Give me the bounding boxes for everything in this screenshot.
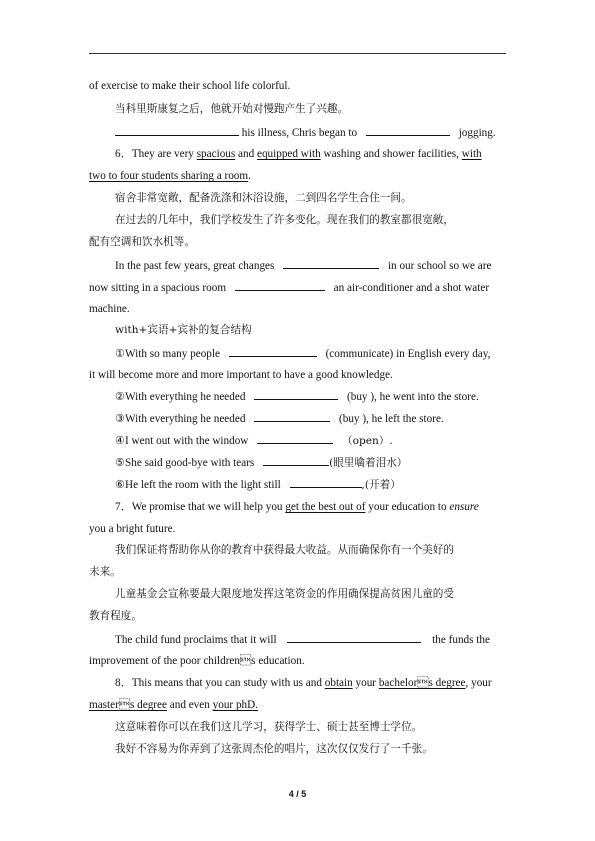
- item-7-line: [115, 500, 479, 514]
- text: ②With everything he needed: [115, 391, 246, 403]
- section-heading: with+宾语+宾补的复合结构: [115, 324, 252, 336]
- page-number: 4 / 5: [288, 789, 307, 799]
- exercise-line: [115, 258, 491, 273]
- text: your: [352, 677, 379, 689]
- exercise-line: [115, 632, 490, 647]
- header-rule: [89, 53, 506, 54]
- text: .: [248, 170, 251, 182]
- text: (buy ), he left the store.: [339, 413, 444, 425]
- text: 8．This means that you can study with us and: [115, 677, 325, 689]
- underlined-phrase: your phD.: [212, 699, 259, 711]
- exercise-line: [115, 411, 444, 426]
- chinese-line: 我们保证将帮助你从你的教育中获得最大收益。从而确保你有一个美好的: [115, 544, 454, 556]
- text: , your: [465, 677, 492, 689]
- text: In the past few years, great changes: [115, 260, 275, 272]
- text-line: improvement of the poor childrens education.: [89, 655, 305, 667]
- underlined-phrase: bachelors degree: [378, 677, 466, 689]
- text: The child fund proclaims that it will: [115, 634, 277, 646]
- text: ⑥He left the room with the light still: [115, 479, 281, 491]
- exercise-line: [115, 125, 496, 140]
- text: his illness, Chris began to: [241, 127, 358, 139]
- exercise-line: [115, 433, 393, 448]
- answer-blank[interactable]: [254, 389, 338, 400]
- item-8-line: [115, 676, 492, 690]
- text-line: you a bright future.: [89, 523, 176, 535]
- italic-word: ensure: [449, 501, 479, 513]
- underlined-phrase: two to four students sharing a room: [89, 170, 249, 182]
- text: now sitting in a spacious room: [89, 282, 227, 294]
- text: ⑤She said good-bye with tears: [115, 457, 255, 469]
- text: and: [235, 148, 257, 160]
- chinese-line: 我好不容易为你弄到了这张周杰伦的唱片，这次仅仅发行了一千张。: [115, 743, 433, 755]
- text-line: [89, 169, 251, 183]
- answer-blank[interactable]: [254, 411, 330, 422]
- chinese-line: 儿童基金会宣称要最大限度地发挥这笔资金的作用确保提高贫困儿童的受: [115, 588, 454, 600]
- answer-blank[interactable]: [283, 258, 379, 269]
- text: 6．They are very: [115, 148, 197, 160]
- text: ③With everything he needed: [115, 413, 246, 425]
- text: ④I went out with the window: [115, 435, 249, 447]
- text: (communicate) in English every day,: [325, 348, 491, 360]
- exercise-line: [89, 280, 489, 295]
- underlined-phrase: obtain: [324, 677, 353, 689]
- text: jogging.: [458, 127, 496, 139]
- chinese-line: 教育程度。: [89, 610, 142, 622]
- item-6-line: [115, 147, 482, 161]
- underlined-phrase: equipped with: [256, 148, 321, 160]
- text: (buy ), he went into the store.: [347, 391, 479, 403]
- chinese-line: 这意味着你可以在我们这儿学习，获得学士、硕士甚至博士学位。: [115, 721, 423, 733]
- text: ,(开着）: [361, 479, 401, 491]
- exercise-line: [115, 477, 401, 492]
- answer-blank[interactable]: [263, 455, 329, 466]
- text: ①With so many people: [115, 348, 220, 360]
- exercise-line: [115, 389, 479, 404]
- text: your education to: [365, 501, 450, 513]
- text: washing and shower facilities,: [320, 148, 462, 160]
- text-line: of exercise to make their school life colorful.: [89, 80, 291, 92]
- text: in our school so we are: [387, 260, 492, 272]
- text-line: it will become more and more important to have a good knowledge.: [89, 369, 393, 381]
- text: 7．We promise that we will help you: [115, 501, 286, 513]
- chinese-line: 在过去的几年中，我们学校发生了许多变化。现在我们的教室都很宽敞，: [115, 214, 454, 226]
- underlined-phrase: spacious: [196, 148, 236, 160]
- text-line: [89, 698, 258, 712]
- answer-blank[interactable]: [235, 280, 325, 291]
- text-line: machine.: [89, 303, 130, 315]
- chinese-line: 配有空调和饮水机等。: [89, 236, 195, 248]
- text: the funds the: [432, 634, 490, 646]
- chinese-line: 当科里斯康复之后，他就开始对慢跑产生了兴趣。: [115, 103, 349, 115]
- text: （open）.: [341, 435, 393, 447]
- answer-blank[interactable]: [366, 125, 450, 136]
- underlined-phrase: masters degree: [89, 699, 167, 711]
- underlined-phrase: with: [461, 148, 482, 160]
- text: and even: [166, 699, 213, 711]
- chinese-line: 宿舍非常宽敞，配备洗涤和沐浴设施，二到四名学生合住一间。: [115, 192, 412, 204]
- answer-blank[interactable]: [290, 477, 362, 488]
- answer-blank[interactable]: [287, 632, 421, 643]
- chinese-line: 未来。: [89, 566, 121, 578]
- answer-blank[interactable]: [229, 346, 317, 357]
- answer-blank[interactable]: [257, 433, 333, 444]
- text: (眼里噙着泪水）: [329, 457, 408, 469]
- text: an air-conditioner and a shot water: [333, 282, 490, 294]
- exercise-line: [115, 346, 490, 361]
- exercise-line: [115, 455, 407, 470]
- answer-blank[interactable]: [115, 125, 239, 136]
- underlined-phrase: get the best out of: [285, 501, 366, 513]
